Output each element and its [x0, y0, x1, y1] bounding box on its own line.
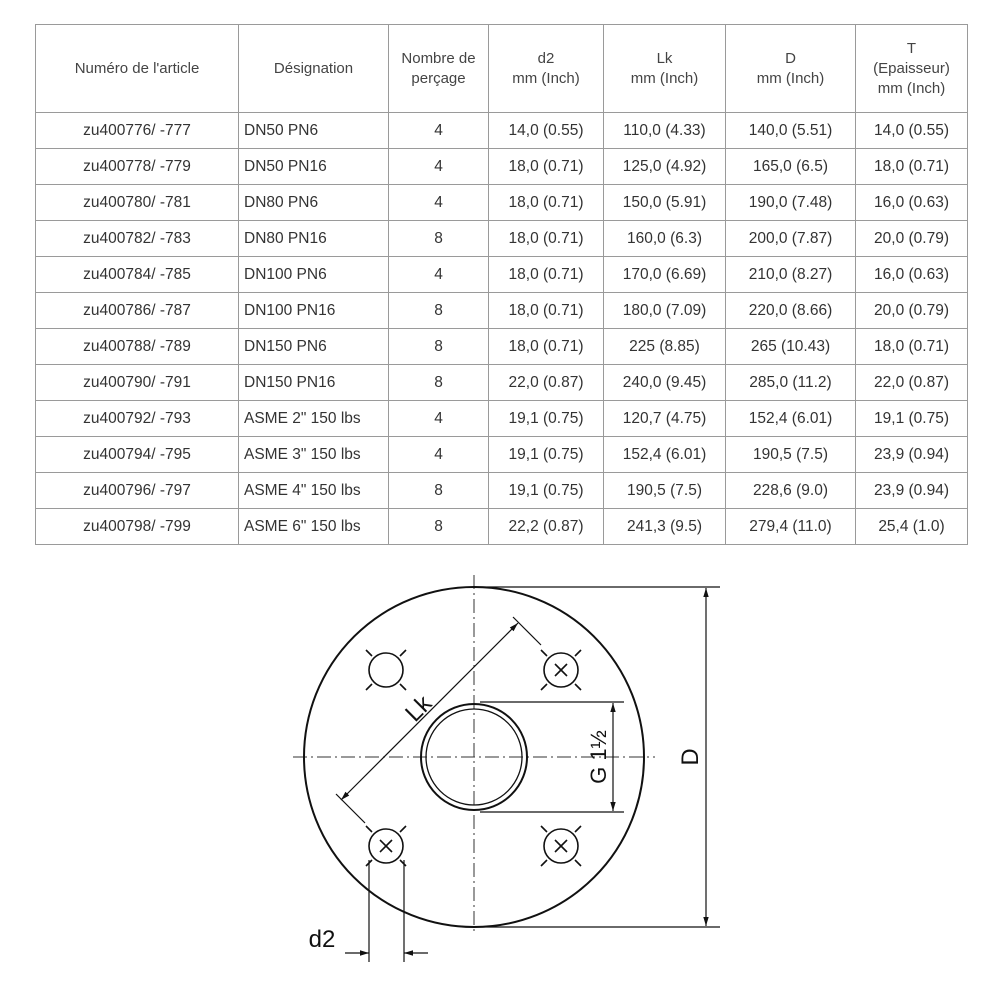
- table-cell: 23,9 (0.94): [856, 437, 968, 473]
- bolt-hole-bottom-right: [541, 826, 581, 866]
- d2-dimension: [345, 860, 428, 962]
- table-cell: 180,0 (7.09): [604, 293, 726, 329]
- table-cell: DN100 PN16: [239, 293, 389, 329]
- table-cell: DN80 PN6: [239, 185, 389, 221]
- table-cell: 4: [389, 437, 489, 473]
- table-cell: DN150 PN6: [239, 329, 389, 365]
- table-cell: zu400778/ -779: [36, 149, 239, 185]
- table-cell: 200,0 (7.87): [726, 221, 856, 257]
- table-cell: ASME 4" 150 lbs: [239, 473, 389, 509]
- table-cell: 4: [389, 185, 489, 221]
- bolt-hole-bottom-left: [366, 826, 406, 866]
- table-cell: 265 (10.43): [726, 329, 856, 365]
- table-cell: 8: [389, 329, 489, 365]
- table-cell: 19,1 (0.75): [489, 437, 604, 473]
- lk-dimension: [336, 617, 541, 823]
- bolt-hole-top-left: [366, 650, 406, 690]
- table-cell: 279,4 (11.0): [726, 509, 856, 545]
- table-cell: DN150 PN16: [239, 365, 389, 401]
- table-body: [36, 113, 968, 545]
- table-cell: 4: [389, 149, 489, 185]
- column-header-5: [726, 25, 856, 113]
- table-cell: DN100 PN6: [239, 257, 389, 293]
- column-header-text: mm (Inch): [512, 69, 580, 87]
- column-header-text: T: [906, 39, 917, 57]
- table-cell: 22,0 (0.87): [856, 365, 968, 401]
- table-cell: 14,0 (0.55): [489, 113, 604, 149]
- table-cell: DN50 PN16: [239, 149, 389, 185]
- table-cell: ASME 6" 150 lbs: [239, 509, 389, 545]
- table-cell: zu400794/ -795: [36, 437, 239, 473]
- table-row: [36, 113, 968, 149]
- table-cell: 152,4 (6.01): [604, 437, 726, 473]
- table-cell: 190,5 (7.5): [726, 437, 856, 473]
- table-cell: 18,0 (0.71): [489, 329, 604, 365]
- bolt-hole-top-right: [541, 650, 581, 690]
- table-cell: 190,0 (7.48): [726, 185, 856, 221]
- column-header-text: (Epaisseur): [873, 59, 950, 77]
- table-row: [36, 365, 968, 401]
- table-cell: 8: [389, 509, 489, 545]
- table-cell: 170,0 (6.69): [604, 257, 726, 293]
- table-cell: 23,9 (0.94): [856, 473, 968, 509]
- lk-label: Lk: [400, 690, 438, 728]
- table-row: [36, 437, 968, 473]
- column-header-text: Lk: [656, 49, 673, 67]
- table-cell: 25,4 (1.0): [856, 509, 968, 545]
- table-cell: 120,7 (4.75): [604, 401, 726, 437]
- table-row: [36, 329, 968, 365]
- d-label: D: [677, 748, 704, 766]
- column-header-2: [389, 25, 489, 113]
- table-cell: 4: [389, 113, 489, 149]
- table-row: [36, 149, 968, 185]
- thread-label: G 1½: [586, 730, 611, 784]
- table-cell: 19,1 (0.75): [489, 473, 604, 509]
- table-cell: zu400788/ -789: [36, 329, 239, 365]
- column-header-1: [239, 25, 389, 113]
- table-cell: 14,0 (0.55): [856, 113, 968, 149]
- table-cell: 19,1 (0.75): [856, 401, 968, 437]
- table-cell: zu400796/ -797: [36, 473, 239, 509]
- table-cell: zu400798/ -799: [36, 509, 239, 545]
- table-cell: 16,0 (0.63): [856, 185, 968, 221]
- flange-spec-table: [35, 24, 968, 545]
- table-cell: 160,0 (6.3): [604, 221, 726, 257]
- table-row: [36, 185, 968, 221]
- table-cell: zu400784/ -785: [36, 257, 239, 293]
- table-cell: 8: [389, 365, 489, 401]
- table-cell: 18,0 (0.71): [489, 293, 604, 329]
- table-cell: zu400776/ -777: [36, 113, 239, 149]
- table-cell: 8: [389, 221, 489, 257]
- table-cell: 140,0 (5.51): [726, 113, 856, 149]
- table-cell: 18,0 (0.71): [489, 257, 604, 293]
- table-cell: 240,0 (9.45): [604, 365, 726, 401]
- table-row: [36, 401, 968, 437]
- table-cell: 190,5 (7.5): [604, 473, 726, 509]
- table-cell: 22,2 (0.87): [489, 509, 604, 545]
- table-cell: 165,0 (6.5): [726, 149, 856, 185]
- table-cell: DN50 PN6: [239, 113, 389, 149]
- flange-technical-drawing: [0, 560, 1000, 1000]
- table-cell: ASME 2" 150 lbs: [239, 401, 389, 437]
- table-cell: 18,0 (0.71): [856, 149, 968, 185]
- column-header-text: mm (Inch): [877, 79, 946, 97]
- table-cell: 16,0 (0.63): [856, 257, 968, 293]
- column-header-text: mm (Inch): [630, 69, 699, 87]
- table-cell: ASME 3" 150 lbs: [239, 437, 389, 473]
- table-cell: 18,0 (0.71): [856, 329, 968, 365]
- table-cell: zu400792/ -793: [36, 401, 239, 437]
- table-cell: 22,0 (0.87): [489, 365, 604, 401]
- table-cell: 225 (8.85): [604, 329, 726, 365]
- table-cell: 19,1 (0.75): [489, 401, 604, 437]
- column-header-text: perçage: [411, 69, 466, 87]
- table-cell: 8: [389, 293, 489, 329]
- table-cell: 152,4 (6.01): [726, 401, 856, 437]
- table-cell: 4: [389, 401, 489, 437]
- d2-label: d2: [308, 926, 336, 953]
- table-cell: 210,0 (8.27): [726, 257, 856, 293]
- table-header-row: [36, 25, 968, 113]
- column-header-text: d2: [537, 49, 555, 67]
- column-header-3: [489, 25, 604, 113]
- table-cell: zu400786/ -787: [36, 293, 239, 329]
- table-cell: zu400790/ -791: [36, 365, 239, 401]
- table-cell: 20,0 (0.79): [856, 221, 968, 257]
- table-cell: 228,6 (9.0): [726, 473, 856, 509]
- table-cell: 220,0 (8.66): [726, 293, 856, 329]
- table-cell: 150,0 (5.91): [604, 185, 726, 221]
- table-cell: 110,0 (4.33): [604, 113, 726, 149]
- table-cell: 125,0 (4.92): [604, 149, 726, 185]
- table-cell: 285,0 (11.2): [726, 365, 856, 401]
- column-header-text: Numéro de l'article: [74, 59, 200, 77]
- table-row: [36, 293, 968, 329]
- table-row: [36, 509, 968, 545]
- table-cell: 20,0 (0.79): [856, 293, 968, 329]
- table-row: [36, 257, 968, 293]
- table-row: [36, 473, 968, 509]
- table-cell: 8: [389, 473, 489, 509]
- column-header-0: [36, 25, 239, 113]
- table-cell: zu400782/ -783: [36, 221, 239, 257]
- table-cell: zu400780/ -781: [36, 185, 239, 221]
- table-cell: 18,0 (0.71): [489, 185, 604, 221]
- table-cell: 241,3 (9.5): [604, 509, 726, 545]
- table-cell: 4: [389, 257, 489, 293]
- column-header-text: Désignation: [273, 59, 354, 77]
- table-row: [36, 221, 968, 257]
- column-header-text: mm (Inch): [756, 69, 825, 87]
- table-cell: DN80 PN16: [239, 221, 389, 257]
- column-header-text: Nombre de: [401, 49, 476, 67]
- table-cell: 18,0 (0.71): [489, 149, 604, 185]
- column-header-6: [856, 25, 968, 113]
- table-cell: 18,0 (0.71): [489, 221, 604, 257]
- column-header-4: [604, 25, 726, 113]
- column-header-text: D: [785, 49, 796, 67]
